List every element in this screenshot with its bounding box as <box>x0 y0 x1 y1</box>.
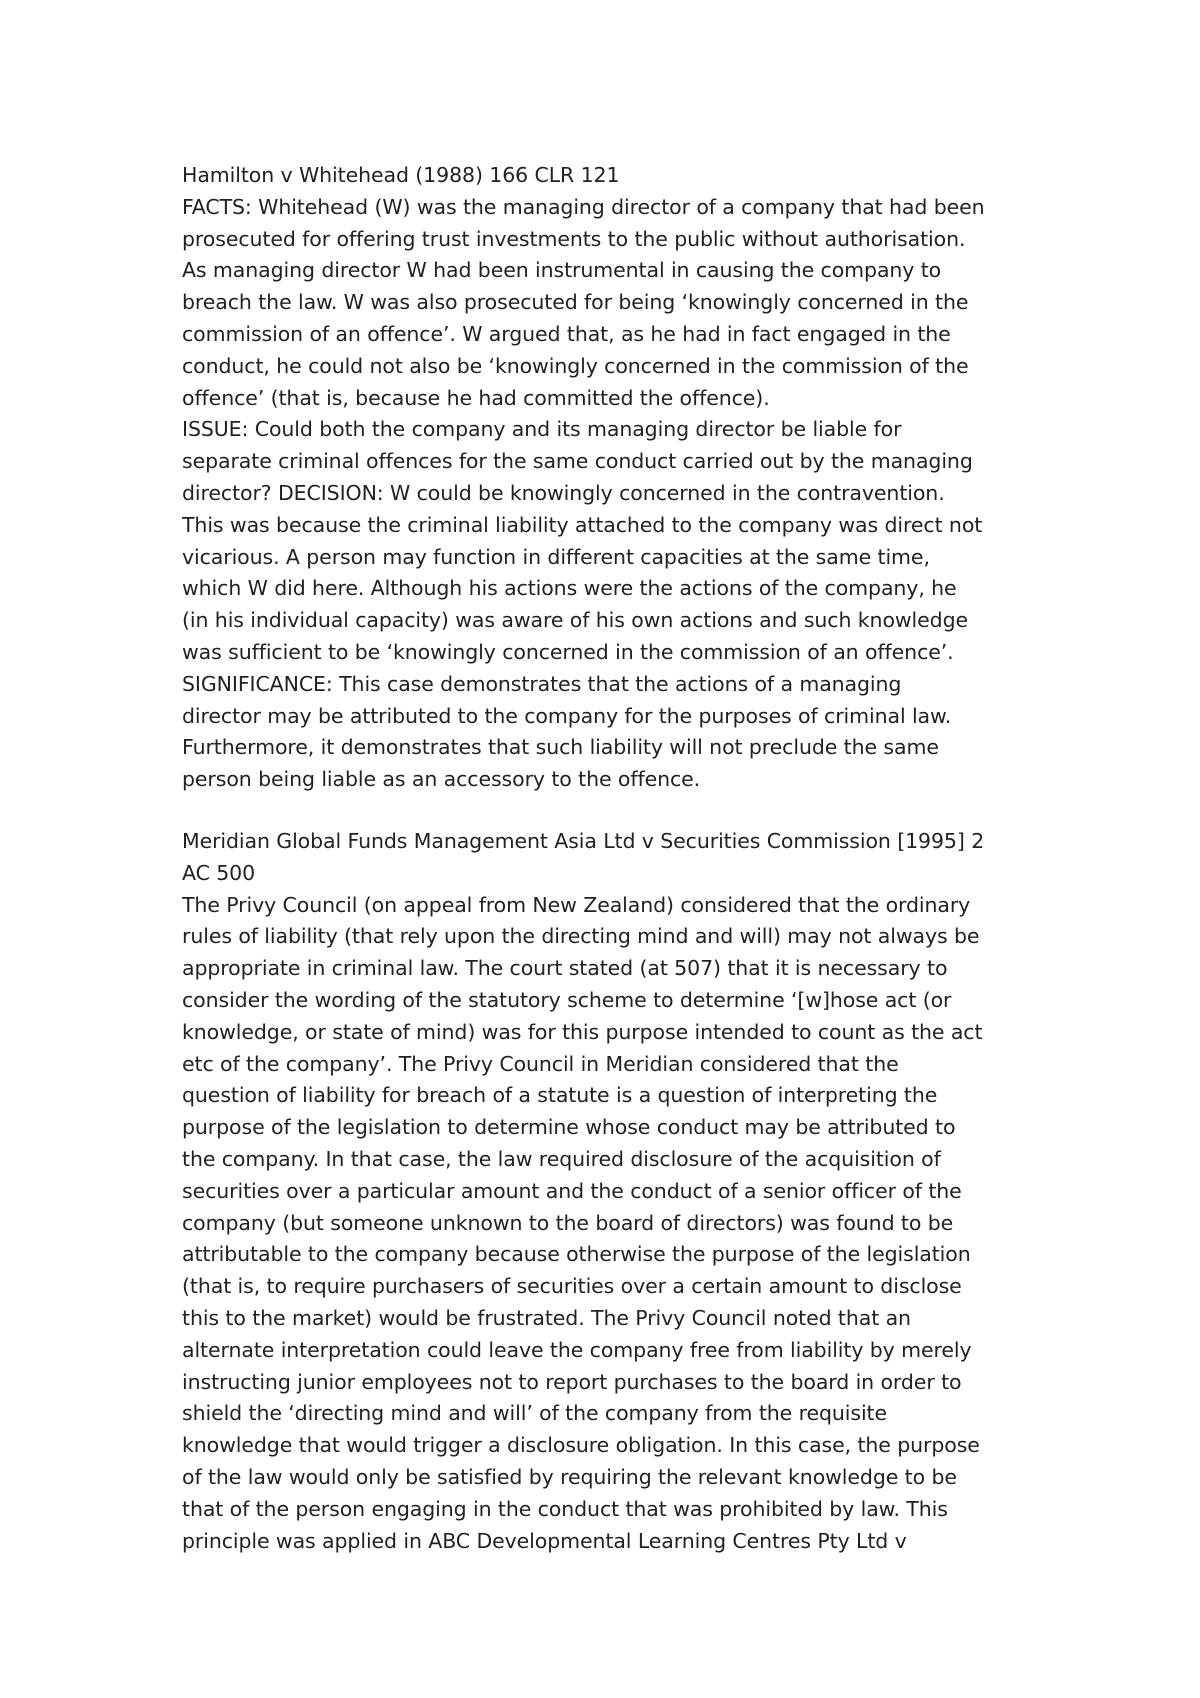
paragraph-line: alternate interpretation could leave the company free from liability by merely <box>182 1337 972 1362</box>
paragraph-line: that of the person engaging in the conduct that was prohibited by law. This <box>182 1496 948 1521</box>
paragraph-line: knowledge, or state of mind) was for this purpose intended to count as the act <box>182 1019 983 1044</box>
paragraph-line: appropriate in criminal law. The court stated (at 507) that it is necessary to <box>182 956 948 981</box>
paragraph-line: company (but someone unknown to the board of directors) was found to be <box>182 1210 954 1235</box>
paragraph-line: vicarious. A person may function in different capacities at the same time, <box>182 544 930 569</box>
paragraph-line: director may be attributed to the company for the purposes of criminal law. <box>182 703 952 728</box>
paragraph-line: offence’ (that is, because he had committed the offence). <box>182 385 770 410</box>
paragraph-line: question of liability for breach of a statute is a question of interpreting the <box>182 1083 938 1108</box>
paragraph-line: etc of the company’. The Privy Council in Meridian considered that the <box>182 1051 899 1076</box>
paragraph-line: prosecuted for offering trust investments to the public without authorisation. <box>182 226 966 251</box>
paragraph-line: (that is, to require purchasers of securities over a certain amount to disclose <box>182 1274 962 1299</box>
paragraph-line: principle was applied in ABC Developmental Learning Centres Pty Ltd v <box>182 1528 907 1553</box>
paragraph-line: securities over a particular amount and the conduct of a senior officer of the <box>182 1178 962 1203</box>
case-heading-line: Hamilton v Whitehead (1988) 166 CLR 121 <box>182 163 620 187</box>
paragraph-line: breach the law. W was also prosecuted for being ‘knowingly concerned in the <box>182 290 969 315</box>
paragraph-line: which W did here. Although his actions were the actions of the company, he <box>182 576 957 601</box>
paragraph-line: conduct, he could not also be ‘knowingly concerned in the commission of the <box>182 353 969 378</box>
paragraph-line: of the law would only be satisfied by requiring the relevant knowledge to be <box>182 1464 957 1489</box>
paragraph-line: consider the wording of the statutory scheme to determine ‘[w]hose act (or <box>182 987 952 1012</box>
paragraph-line: was sufficient to be ‘knowingly concerned in the commission of an offence’. <box>182 639 954 664</box>
paragraph-line: this to the market) would be frustrated. The Privy Council noted that an <box>182 1305 911 1330</box>
paragraph-line: separate criminal offences for the same conduct carried out by the managing <box>182 449 973 474</box>
paragraph-line: attributable to the company because otherwise the purpose of the legislation <box>182 1242 971 1267</box>
paragraph-line: person being liable as an accessory to the offence. <box>182 767 701 792</box>
paragraph-line: As managing director W had been instrumental in causing the company to <box>182 258 942 283</box>
paragraph-line: instructing junior employees not to report purchases to the board in order to <box>182 1369 962 1394</box>
paragraph-line: FACTS: Whitehead (W) was the managing director of a company that had been <box>182 194 985 219</box>
paragraph-line: ISSUE: Could both the company and its managing director be liable for <box>182 417 902 442</box>
paragraph-line: commission of an offence’. W argued that, as he had in fact engaged in the <box>182 321 951 346</box>
paragraph-line: SIGNIFICANCE: This case demonstrates that the actions of a managing <box>182 671 902 696</box>
case-note-meridian-global-funds <box>182 826 1042 1557</box>
paragraph-line: knowledge that would trigger a disclosure obligation. In this case, the purpose <box>182 1433 980 1458</box>
paragraph-line: the company. In that case, the law required disclosure of the acquisition of <box>182 1146 941 1171</box>
paragraph-line: The Privy Council (on appeal from New Zealand) considered that the ordinary <box>182 892 971 917</box>
paragraph-line: This was because the criminal liability attached to the company was direct not <box>182 512 983 537</box>
paragraph-line: director? DECISION: W could be knowingly concerned in the contravention. <box>182 480 945 505</box>
case-note-hamilton-v-whitehead <box>182 160 1042 796</box>
paragraph-line: shield the ‘directing mind and will’ of the company from the requisite <box>182 1401 887 1426</box>
paragraph-line: rules of liability (that rely upon the directing mind and will) may not always be <box>182 924 980 949</box>
case-heading-line: Meridian Global Funds Management Asia Ltd v Securities Commission [1995] 2 <box>182 829 985 853</box>
paragraph-line: AC 500 <box>182 860 256 885</box>
paragraph-line: Furthermore, it demonstrates that such liability will not preclude the same <box>182 735 939 760</box>
paragraph-line: purpose of the legislation to determine whose conduct may be attributed to <box>182 1115 956 1140</box>
paragraph-line: (in his individual capacity) was aware of his own actions and such knowledge <box>182 608 969 633</box>
